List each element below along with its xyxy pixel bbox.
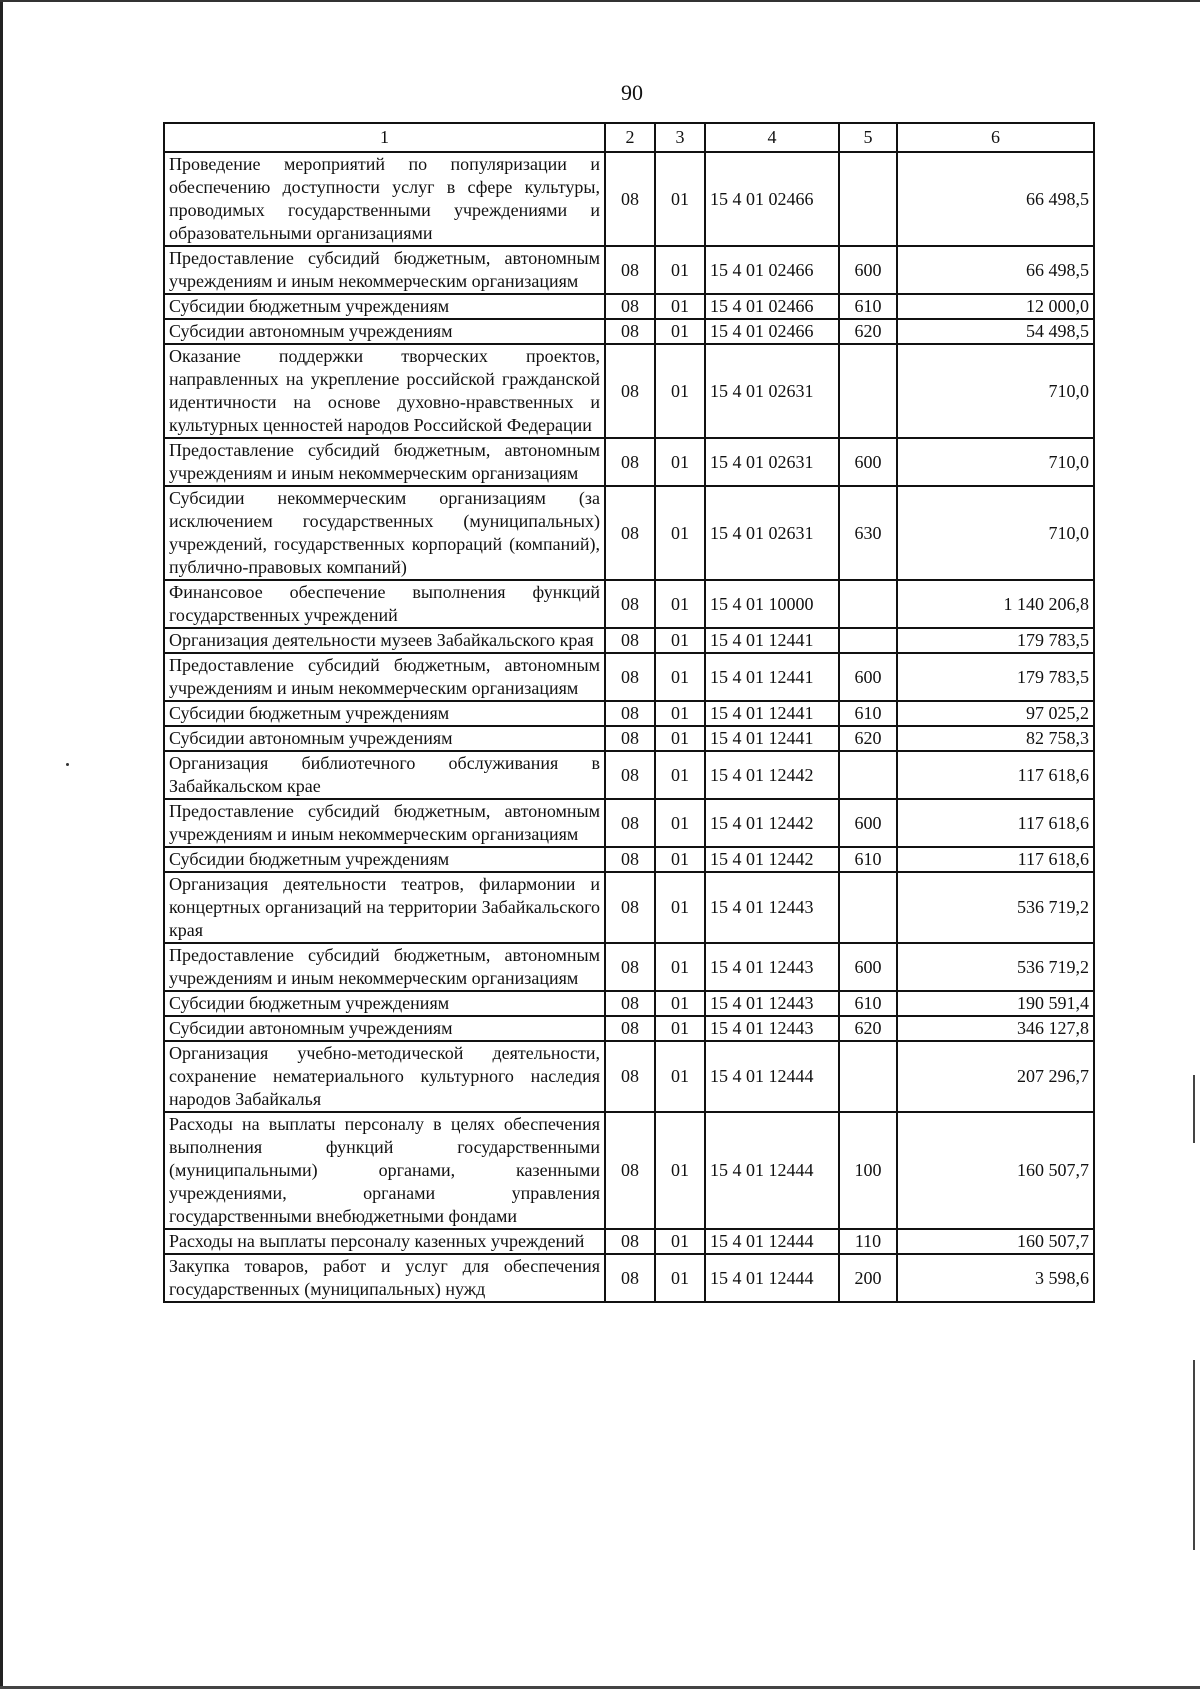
amount: 207 296,7: [897, 1041, 1094, 1112]
amount: 179 783,5: [897, 628, 1094, 653]
expense-type-code: [839, 872, 897, 943]
expense-item-name: Организация учебно-методической деятельности, сохранение нематериального культурного наследия народов Забайкалья: [164, 1041, 605, 1112]
table-row: [164, 344, 1094, 438]
subsection-code: 01: [655, 1254, 705, 1302]
target-article-code: 15 4 01 12443: [705, 943, 839, 991]
expense-item-name: Расходы на выплаты персоналу казенных учреждений: [164, 1229, 605, 1254]
expense-type-code: 630: [839, 486, 897, 580]
section-code: 08: [605, 152, 655, 246]
table-row: [164, 701, 1094, 726]
target-article-code: 15 4 01 12444: [705, 1112, 839, 1229]
scan-border-left: [0, 0, 3, 1689]
table-row: [164, 438, 1094, 486]
expense-item-name: Предоставление субсидий бюджетным, автономным учреждениям и иным некоммерческим организациям: [164, 246, 605, 294]
section-code: 08: [605, 319, 655, 344]
subsection-code: 01: [655, 319, 705, 344]
target-article-code: 15 4 01 12443: [705, 991, 839, 1016]
expense-type-code: 610: [839, 294, 897, 319]
subsection-code: 01: [655, 943, 705, 991]
expense-item-name: Организация библиотечного обслуживания в Забайкальском крае: [164, 751, 605, 799]
budget-table: [163, 122, 1095, 1303]
amount: 346 127,8: [897, 1016, 1094, 1041]
subsection-code: 01: [655, 1229, 705, 1254]
table-row: [164, 294, 1094, 319]
expense-type-code: 110: [839, 1229, 897, 1254]
amount: 12 000,0: [897, 294, 1094, 319]
amount: 160 507,7: [897, 1112, 1094, 1229]
expense-type-code: [839, 751, 897, 799]
expense-item-name: Субсидии автономным учреждениям: [164, 1016, 605, 1041]
target-article-code: 15 4 01 12441: [705, 653, 839, 701]
expense-item-name: Субсидии автономным учреждениям: [164, 726, 605, 751]
section-code: 08: [605, 799, 655, 847]
section-code: 08: [605, 991, 655, 1016]
expense-type-code: 600: [839, 943, 897, 991]
table-row: [164, 1041, 1094, 1112]
amount: 97 025,2: [897, 701, 1094, 726]
table-header-row: [164, 123, 1094, 152]
expense-type-code: 600: [839, 246, 897, 294]
subsection-code: 01: [655, 847, 705, 872]
expense-type-code: [839, 1041, 897, 1112]
target-article-code: 15 4 01 12442: [705, 847, 839, 872]
amount: 536 719,2: [897, 943, 1094, 991]
margin-mark: [66, 763, 69, 766]
subsection-code: 01: [655, 486, 705, 580]
table-row: [164, 799, 1094, 847]
amount: 710,0: [897, 438, 1094, 486]
column-header: 5: [839, 123, 897, 152]
section-code: 08: [605, 294, 655, 319]
target-article-code: 15 4 01 12441: [705, 628, 839, 653]
table-row: [164, 1112, 1094, 1229]
section-code: 08: [605, 1112, 655, 1229]
expense-type-code: 600: [839, 438, 897, 486]
section-code: 08: [605, 653, 655, 701]
expense-type-code: 620: [839, 726, 897, 751]
expense-type-code: 100: [839, 1112, 897, 1229]
table-row: [164, 1229, 1094, 1254]
section-code: 08: [605, 1229, 655, 1254]
table-row: [164, 653, 1094, 701]
subsection-code: 01: [655, 701, 705, 726]
table-row: [164, 1254, 1094, 1302]
expense-type-code: 610: [839, 847, 897, 872]
section-code: 08: [605, 726, 655, 751]
subsection-code: 01: [655, 1112, 705, 1229]
target-article-code: 15 4 01 12441: [705, 701, 839, 726]
section-code: 08: [605, 751, 655, 799]
target-article-code: 15 4 01 12443: [705, 872, 839, 943]
margin-mark: [1193, 1075, 1195, 1143]
amount: 82 758,3: [897, 726, 1094, 751]
amount: 66 498,5: [897, 152, 1094, 246]
expense-item-name: Субсидии автономным учреждениям: [164, 319, 605, 344]
target-article-code: 15 4 01 02631: [705, 438, 839, 486]
amount: 190 591,4: [897, 991, 1094, 1016]
expense-item-name: Субсидии бюджетным учреждениям: [164, 294, 605, 319]
table-row: [164, 943, 1094, 991]
page-number: 90: [621, 80, 643, 105]
expense-item-name: Проведение мероприятий по популяризации и обеспечению доступности услуг в сфере культуры, проводимых государственными учреждениями и образовательными организациями: [164, 152, 605, 246]
expense-type-code: 200: [839, 1254, 897, 1302]
subsection-code: 01: [655, 628, 705, 653]
expense-type-code: [839, 152, 897, 246]
table-row: [164, 1016, 1094, 1041]
section-code: 08: [605, 438, 655, 486]
amount: 1 140 206,8: [897, 580, 1094, 628]
expense-item-name: Субсидии некоммерческим организациям (за исключением государственных (муниципальных) учреждений, государственных корпораций (компаний), публично-правовых компаний): [164, 486, 605, 580]
expense-item-name: Расходы на выплаты персоналу в целях обеспечения выполнения функций государственными (муниципальными) органами, казенными учреждениями, органами управления государственными внебюджетными фондами: [164, 1112, 605, 1229]
target-article-code: 15 4 01 12444: [705, 1041, 839, 1112]
expense-type-code: [839, 344, 897, 438]
expense-item-name: Предоставление субсидий бюджетным, автономным учреждениям и иным некоммерческим организациям: [164, 653, 605, 701]
amount: 179 783,5: [897, 653, 1094, 701]
subsection-code: 01: [655, 246, 705, 294]
expense-type-code: 620: [839, 319, 897, 344]
section-code: 08: [605, 943, 655, 991]
amount: 117 618,6: [897, 751, 1094, 799]
target-article-code: 15 4 01 02466: [705, 152, 839, 246]
subsection-code: 01: [655, 438, 705, 486]
amount: 536 719,2: [897, 872, 1094, 943]
table-row: [164, 991, 1094, 1016]
amount: 710,0: [897, 344, 1094, 438]
target-article-code: 15 4 01 02466: [705, 246, 839, 294]
subsection-code: 01: [655, 294, 705, 319]
expense-type-code: 620: [839, 1016, 897, 1041]
subsection-code: 01: [655, 872, 705, 943]
table-row: [164, 319, 1094, 344]
target-article-code: 15 4 01 02631: [705, 486, 839, 580]
table-row: [164, 246, 1094, 294]
subsection-code: 01: [655, 991, 705, 1016]
table-row: [164, 847, 1094, 872]
subsection-code: 01: [655, 1041, 705, 1112]
target-article-code: 15 4 01 12442: [705, 751, 839, 799]
expense-item-name: Закупка товаров, работ и услуг для обеспечения государственных (муниципальных) нужд: [164, 1254, 605, 1302]
column-header: 4: [705, 123, 839, 152]
subsection-code: 01: [655, 653, 705, 701]
expense-item-name: Предоставление субсидий бюджетным, автономным учреждениям и иным некоммерческим организациям: [164, 943, 605, 991]
amount: 66 498,5: [897, 246, 1094, 294]
subsection-code: 01: [655, 1016, 705, 1041]
subsection-code: 01: [655, 799, 705, 847]
subsection-code: 01: [655, 726, 705, 751]
expense-item-name: Предоставление субсидий бюджетным, автономным учреждениям и иным некоммерческим организациям: [164, 799, 605, 847]
section-code: 08: [605, 701, 655, 726]
section-code: 08: [605, 1254, 655, 1302]
expense-type-code: 610: [839, 991, 897, 1016]
target-article-code: 15 4 01 02466: [705, 294, 839, 319]
expense-type-code: 600: [839, 653, 897, 701]
section-code: 08: [605, 847, 655, 872]
subsection-code: 01: [655, 344, 705, 438]
section-code: 08: [605, 872, 655, 943]
target-article-code: 15 4 01 12444: [705, 1254, 839, 1302]
expense-item-name: Оказание поддержки творческих проектов, направленных на укрепление российской гражданской идентичности на основе духовно-нравственных и культурных ценностей народов Российской Федерации: [164, 344, 605, 438]
section-code: 08: [605, 580, 655, 628]
target-article-code: 15 4 01 12441: [705, 726, 839, 751]
section-code: 08: [605, 486, 655, 580]
target-article-code: 15 4 01 02631: [705, 344, 839, 438]
expense-type-code: 610: [839, 701, 897, 726]
amount: 117 618,6: [897, 847, 1094, 872]
subsection-code: 01: [655, 751, 705, 799]
target-article-code: 15 4 01 10000: [705, 580, 839, 628]
amount: 160 507,7: [897, 1229, 1094, 1254]
expense-item-name: Субсидии бюджетным учреждениям: [164, 701, 605, 726]
table-row: [164, 751, 1094, 799]
target-article-code: 15 4 01 12443: [705, 1016, 839, 1041]
section-code: 08: [605, 246, 655, 294]
expense-type-code: [839, 580, 897, 628]
target-article-code: 15 4 01 12442: [705, 799, 839, 847]
amount: 54 498,5: [897, 319, 1094, 344]
amount: 117 618,6: [897, 799, 1094, 847]
expense-item-name: Субсидии бюджетным учреждениям: [164, 847, 605, 872]
section-code: 08: [605, 1016, 655, 1041]
amount: 710,0: [897, 486, 1094, 580]
section-code: 08: [605, 344, 655, 438]
table-body: [164, 152, 1094, 1302]
table-row: [164, 486, 1094, 580]
section-code: 08: [605, 1041, 655, 1112]
expense-item-name: Организация деятельности театров, филармонии и концертных организаций на территории Забайкальского края: [164, 872, 605, 943]
table-row: [164, 152, 1094, 246]
expense-type-code: [839, 628, 897, 653]
expense-item-name: Организация деятельности музеев Забайкальского края: [164, 628, 605, 653]
target-article-code: 15 4 01 12444: [705, 1229, 839, 1254]
column-header: 2: [605, 123, 655, 152]
subsection-code: 01: [655, 152, 705, 246]
amount: 3 598,6: [897, 1254, 1094, 1302]
expense-item-name: Финансовое обеспечение выполнения функций государственных учреждений: [164, 580, 605, 628]
expense-item-name: Предоставление субсидий бюджетным, автономным учреждениям и иным некоммерческим организациям: [164, 438, 605, 486]
column-header: 3: [655, 123, 705, 152]
scan-border-top: [0, 0, 1200, 2]
table-row: [164, 726, 1094, 751]
expense-type-code: 600: [839, 799, 897, 847]
section-code: 08: [605, 628, 655, 653]
expense-item-name: Субсидии бюджетным учреждениям: [164, 991, 605, 1016]
margin-mark: [1193, 1360, 1195, 1550]
subsection-code: 01: [655, 580, 705, 628]
column-header: 6: [897, 123, 1094, 152]
target-article-code: 15 4 01 02466: [705, 319, 839, 344]
column-header: 1: [164, 123, 605, 152]
table-row: [164, 580, 1094, 628]
table-row: [164, 628, 1094, 653]
table-row: [164, 872, 1094, 943]
